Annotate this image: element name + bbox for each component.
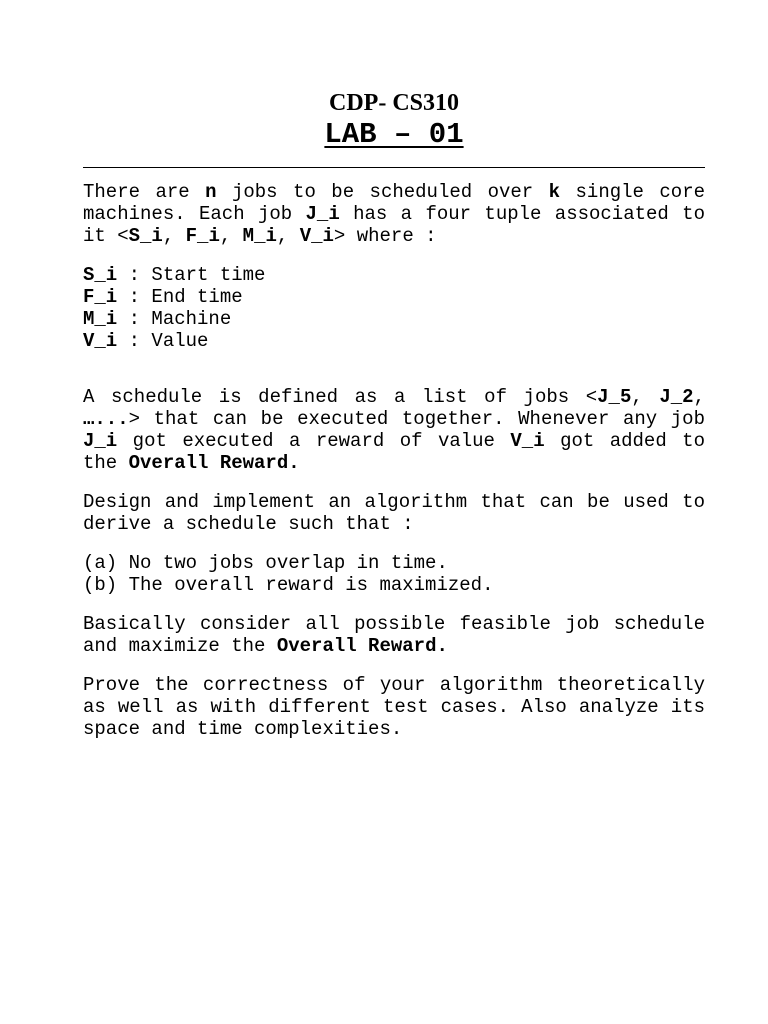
k-variable: k [548,181,561,203]
course-code: CDP- CS310 [329,90,459,116]
document-header [83,88,705,152]
design-paragraph: Design and implement an algorithm that can be used to derive a schedule such that : [83,491,705,535]
condition-list [83,552,705,596]
intro-paragraph: There are n jobs to be scheduled over k single core machines. Each job J_i has a four tuple associated to it <S_i, F_i, M_i, V_i> where : [83,181,705,247]
overall-reward-term: Overall Reward [128,452,289,474]
definition-item: F_i : End time [83,286,243,308]
document-page [83,88,705,740]
basically-paragraph: Basically consider all possible feasible job schedule and maximize the Overall Reward. [83,613,705,657]
definition-list [83,264,705,352]
definition-item: S_i : Start time [83,264,266,286]
condition-item: (b) The overall reward is maximized. [83,574,494,596]
header-divider [83,167,705,168]
definition-item: V_i : Value [83,330,209,352]
job-variable: J_i [305,203,340,225]
schedule-paragraph: A schedule is defined as a list of jobs <J_5, J_2, …...> that can be executed together. Whenever any job J_i got executed a reward of value V_i got added to the Overall Reward. [83,386,705,474]
n-variable: n [205,181,217,203]
condition-item: (a) No two jobs overlap in time. [83,552,448,574]
lab-title: LAB – 01 [324,118,464,151]
prove-paragraph: Prove the correctness of your algorithm theoretically as well as with different test cases. Also analyze its space and time complexities. [83,674,705,740]
definition-item: M_i : Machine [83,308,232,330]
